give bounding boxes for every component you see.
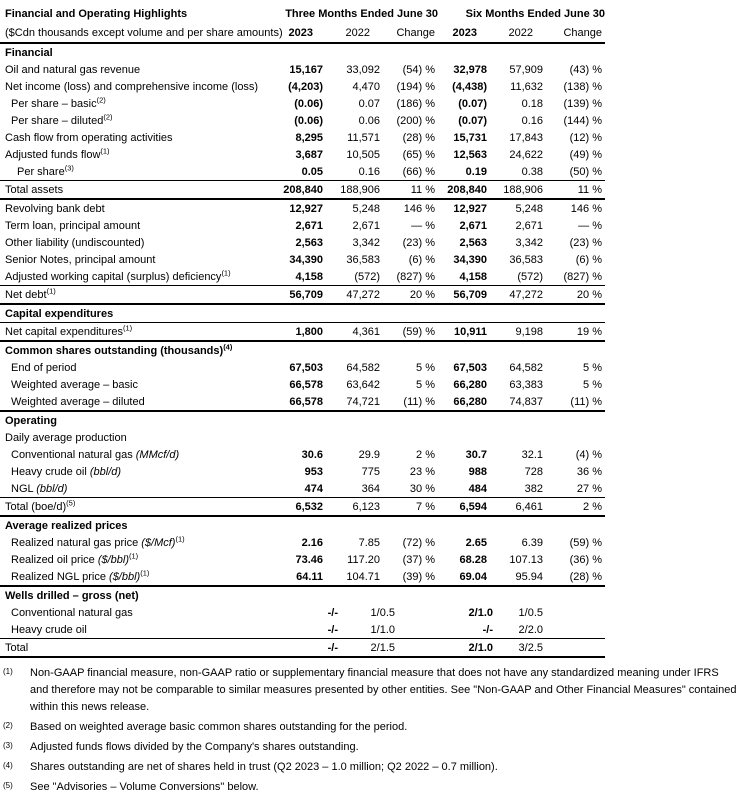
cell-value: 56,709 [438, 286, 487, 305]
cell-value: — % [411, 219, 435, 232]
row-label: Adjusted working capital (surplus) deficiency$^{(1)}$ [5, 267, 231, 283]
cell-value: 4,361 [323, 323, 380, 342]
footnote-text: Shares outstanding are net of shares held in trust (Q2 2023 – 1.0 million; Q2 2022 – 0.7 million). [30, 761, 498, 774]
table-row [0, 181, 605, 200]
row-label: Common shares outstanding (thousands)$^{(4)}$ [0, 341, 605, 359]
cell-value [543, 639, 605, 658]
cell-value: (54) % [402, 63, 435, 76]
col-header-2022-six-months: 2022 [487, 23, 543, 43]
cell-value: 12,563 [453, 148, 487, 161]
row-label: Average realized prices [0, 516, 605, 534]
cell-value: 23 % [409, 465, 435, 478]
cell-value: (4) % [575, 448, 602, 461]
cell-value: 2/2.0 [518, 623, 543, 636]
footnote [0, 759, 737, 776]
col-header-2022-three-months: 2022 [323, 23, 380, 43]
row-label: Per share$^{(3)}$ [17, 162, 74, 178]
section-row [0, 341, 605, 359]
cell-value [543, 621, 605, 639]
table-row [0, 551, 605, 568]
cell-value: — % [578, 219, 602, 232]
cell-value: 5 % [583, 361, 602, 374]
row-label: Oil and natural gas revenue [5, 63, 141, 76]
cell-value: 67,503 [453, 361, 487, 374]
cell-value: 63,642 [346, 378, 380, 391]
cell-value: 107.13 [509, 553, 543, 566]
footnote-marker: (1) [3, 667, 13, 676]
cell-value: 2,671 [459, 219, 487, 232]
footnote-text: Adjusted funds flows divided by the Company's shares outstanding. [30, 741, 359, 754]
cell-value: 19 % [543, 323, 605, 342]
cell-value: 5 % [416, 378, 435, 391]
row-label: Realized natural gas price ($/Mcf)$^{(1)}$ [11, 533, 185, 549]
cell-value: 728 [524, 465, 543, 478]
cell-value: 68.28 [459, 553, 487, 566]
row-label: Per share – basic$^{(2)}$ [11, 94, 106, 110]
cell-value: (66) % [402, 165, 435, 178]
cell-value: 2 % [543, 498, 605, 517]
cell-value: 0.16 [358, 165, 380, 178]
footnote [0, 665, 737, 716]
col-group-six-months: Six Months Ended June 30 [465, 7, 605, 20]
cell-value: 32.1 [521, 448, 543, 461]
table-row [0, 234, 605, 251]
cell-value: 775 [361, 465, 380, 478]
cell-value: (6) % [575, 253, 602, 266]
footnote-marker: (2) [3, 721, 13, 731]
cell-value: -/- [278, 639, 323, 658]
cell-value: 74,837 [509, 395, 543, 408]
row-label: Realized NGL price ($/bbl)$^{(1)}$ [11, 567, 150, 583]
footnote-marker: (5) [3, 781, 13, 791]
cell-value: (572) [517, 270, 543, 283]
cell-value: 17,843 [509, 131, 543, 144]
col-group-three-months: Three Months Ended June 30 [285, 7, 438, 20]
footnote-text: Based on weighted average basic common shares outstanding for the period. [30, 721, 408, 734]
cell-value: (0.06) [294, 114, 323, 127]
row-label: Total [0, 639, 278, 658]
section-row [0, 516, 605, 534]
table-row [0, 480, 605, 498]
cell-value: 2/1.0 [438, 639, 487, 658]
cell-value: 2,671 [515, 219, 543, 232]
footnotes [0, 665, 737, 796]
cell-value: 20 % [380, 286, 438, 305]
table-row [0, 446, 605, 463]
cell-value: 0.19 [465, 165, 487, 178]
cell-value: 11 % [380, 181, 438, 200]
cell-value: 11,632 [510, 80, 543, 93]
cell-value: (37) % [402, 553, 435, 566]
cell-value: 1/1.0 [370, 623, 395, 636]
cell-value: 95.94 [515, 570, 543, 583]
footnote-marker: (3) [3, 741, 13, 751]
cell-value: 24,622 [509, 148, 543, 161]
table-body [0, 43, 605, 657]
cell-value: 5,248 [323, 199, 380, 217]
table-row [0, 217, 605, 234]
col-header-2023-six-months: 2023 [438, 23, 487, 43]
table-row [0, 463, 605, 480]
cell-value: 64,582 [346, 361, 380, 374]
cell-value: 3,342 [515, 236, 543, 249]
table-row [0, 286, 605, 305]
cell-value: -/- [327, 606, 338, 619]
cell-value: 5 % [583, 378, 602, 391]
cell-value: (572) [354, 270, 380, 283]
cell-value: 4,158 [459, 270, 487, 283]
row-label: Conventional natural gas [11, 606, 133, 619]
cell-value: 15,731 [453, 131, 487, 144]
cell-value: 11 % [543, 181, 605, 200]
footnote-text: See "Advisories – Volume Conversions" below. [30, 781, 259, 794]
footnote [0, 719, 737, 736]
row-label: Per share – diluted$^{(2)}$ [11, 111, 113, 127]
cell-value: 34,390 [289, 253, 323, 266]
col-header-change-three-months: Change [380, 23, 438, 43]
cell-value: 4,470 [352, 80, 380, 93]
cell-value: 30.7 [465, 448, 487, 461]
cell-value: 3,687 [295, 148, 323, 161]
cell-value: 57,909 [509, 63, 543, 76]
table-row [0, 393, 605, 411]
table-row [0, 534, 605, 551]
cell-value: 10,911 [438, 323, 487, 342]
cell-value: (186) % [396, 97, 435, 110]
row-label: Realized oil price ($/bbl)$^{(1)}$ [11, 550, 139, 566]
cell-value: (59) % [569, 536, 602, 549]
cell-value: 0.16 [521, 114, 543, 127]
row-label: Conventional natural gas (MMcf/d) [11, 448, 180, 461]
cell-value: (11) % [570, 395, 602, 408]
cell-value: 6,123 [323, 498, 380, 517]
cell-value: 6,594 [438, 498, 487, 517]
cell-value: 74,721 [346, 395, 380, 408]
cell-value: (144) % [563, 114, 602, 127]
cell-value: (36) % [569, 553, 602, 566]
cell-value: 11,571 [347, 131, 380, 144]
cell-value: 188,906 [323, 181, 380, 200]
cell-value: 0.38 [521, 165, 543, 178]
row-label: Adjusted funds flow$^{(1)}$ [5, 145, 110, 161]
table-row [0, 163, 605, 181]
cell-value: 73.46 [295, 553, 323, 566]
cell-value: 2/1.5 [323, 639, 380, 658]
row-label: Net debt$^{(1)}$ [0, 286, 278, 305]
row-label: Term loan, principal amount [5, 219, 141, 232]
cell-value: 34,390 [453, 253, 487, 266]
cell-value: (0.07) [458, 97, 487, 110]
table-row [0, 95, 605, 112]
cell-value: 66,280 [453, 378, 487, 391]
financial-highlights-table [0, 4, 605, 658]
cell-value: 64.11 [296, 570, 323, 583]
cell-value: 2 % [416, 448, 435, 461]
cell-value: 382 [524, 482, 543, 495]
cell-value: 33,092 [346, 63, 380, 76]
table-row [0, 199, 605, 217]
table-row [0, 61, 605, 78]
cell-value: 47,272 [487, 286, 543, 305]
cell-value: 2,671 [352, 219, 380, 232]
cell-value: 30 % [409, 482, 435, 495]
section-row [0, 411, 605, 429]
row-label: Revolving bank debt [0, 199, 278, 217]
cell-value: (39) % [402, 570, 435, 583]
cell-value: 32,978 [453, 63, 487, 76]
cell-value: 1,800 [278, 323, 323, 342]
cell-value: 20 % [543, 286, 605, 305]
cell-value: 2,671 [295, 219, 323, 232]
cell-value: 364 [361, 482, 380, 495]
footnote [0, 779, 737, 796]
cell-value: (827) % [396, 270, 435, 283]
cell-value: 2.16 [301, 536, 323, 549]
cell-value: 188,906 [487, 181, 543, 200]
table-row [0, 639, 605, 658]
cell-value: 66,578 [289, 395, 323, 408]
cell-value: 29.9 [358, 448, 380, 461]
cell-value: (12) % [569, 131, 602, 144]
row-label: Operating [0, 411, 605, 429]
row-label: Financial [5, 46, 53, 59]
row-label: Weighted average – basic [11, 378, 138, 391]
cell-value: (6) % [408, 253, 435, 266]
cell-value: 66,578 [289, 378, 323, 391]
col-header-change-six-months: Change [543, 23, 605, 43]
row-label: Total $(boe/d)^{(5)}$ [0, 498, 278, 517]
row-label: Senior Notes, principal amount [5, 253, 156, 266]
cell-value: (23) % [569, 236, 602, 249]
row-label: End of period [11, 361, 77, 374]
row-label: Other liability (undiscounted) [5, 236, 145, 249]
table-row [0, 112, 605, 129]
cell-value: (0.06) [294, 97, 323, 110]
table-header [0, 4, 605, 43]
table-subtitle: ($Cdn thousands except volume and per share amounts) [0, 23, 278, 43]
cell-value: 1/0.5 [518, 606, 543, 619]
cell-value: 6,461 [487, 498, 543, 517]
cell-value: 9,198 [487, 323, 543, 342]
cell-value: (138) % [563, 80, 602, 93]
cell-value: 67,503 [289, 361, 323, 374]
cell-value: 64,582 [509, 361, 543, 374]
header-columns-row [0, 23, 605, 43]
cell-value: (827) % [563, 270, 602, 283]
cell-value: 2/1.0 [468, 606, 493, 619]
cell-value: 15,167 [289, 63, 323, 76]
cell-value: 12,927 [438, 199, 487, 217]
row-label: Weighted average – diluted [11, 395, 145, 408]
page-title: Financial and Operating Highlights [5, 7, 188, 20]
row-label: Wells drilled – gross (net) [0, 586, 605, 604]
cell-value: 208,840 [438, 181, 487, 200]
row-label: Daily average production [5, 431, 127, 444]
row-label: Net capital expenditures$^{(1)}$ [0, 323, 278, 342]
cell-value: 4,158 [295, 270, 323, 283]
cell-value: 3,342 [352, 236, 380, 249]
table-row [0, 359, 605, 376]
header-group-row [0, 4, 605, 23]
table-row [0, 146, 605, 163]
cell-value: 30.6 [301, 448, 323, 461]
cell-value: (59) % [380, 323, 438, 342]
cell-value: 7 % [380, 498, 438, 517]
table-row [0, 268, 605, 286]
footnote-text: Non-GAAP financial measure, non-GAAP ratio or supplementary financial measure that does not have any standardized meaning under IFRS and therefore may not be comparable to similar measures presented by other entities. See "Non-GAAP and Other Financial Measures" contained within this news release. [30, 667, 737, 714]
col-header-2023-three-months: 2023 [278, 23, 323, 43]
cell-value: (4,203) [288, 80, 323, 93]
cell-value: 36 % [576, 465, 602, 478]
cell-value: 1/0.5 [370, 606, 395, 619]
table-row [0, 376, 605, 393]
cell-value: 8,295 [295, 131, 323, 144]
section-row [0, 304, 605, 323]
cell-value: 474 [304, 482, 323, 495]
cell-value: (43) % [569, 63, 602, 76]
cell-value: (200) % [396, 114, 435, 127]
footnote-marker: (4) [3, 761, 13, 771]
row-label: Net income (loss) and comprehensive income (loss) [5, 80, 259, 93]
cell-value: 5,248 [487, 199, 543, 217]
cell-value: (28) % [402, 131, 435, 144]
cell-value: 0.18 [521, 97, 543, 110]
cell-value: (4,438) [452, 80, 487, 93]
row-label: Heavy crude oil [11, 623, 87, 636]
cell-value: 36,583 [346, 253, 380, 266]
cell-value: 117.20 [347, 553, 380, 566]
cell-value: 66,280 [453, 395, 487, 408]
cell-value: 2,563 [295, 236, 323, 249]
table-row [0, 323, 605, 342]
cell-value: 5 % [416, 361, 435, 374]
row-label: Capital expenditures [0, 304, 605, 323]
table-row [0, 621, 605, 639]
section-row [0, 43, 605, 61]
cell-value: (50) % [569, 165, 602, 178]
table-row [0, 568, 605, 586]
cell-value: 6.39 [521, 536, 543, 549]
cell-value: (23) % [402, 236, 435, 249]
cell-value: 484 [468, 482, 487, 495]
table-row [0, 78, 605, 95]
cell-value: 6,532 [278, 498, 323, 517]
cell-value: 12,927 [278, 199, 323, 217]
cell-value: 988 [468, 465, 487, 478]
cell-value: (49) % [569, 148, 602, 161]
cell-value: 146 % [380, 199, 438, 217]
table-row [0, 604, 605, 621]
row-label: Total assets [0, 181, 278, 200]
cell-value: 146 % [543, 199, 605, 217]
cell-value: (139) % [563, 97, 602, 110]
cell-value: 104.71 [346, 570, 380, 583]
cell-value: 69.04 [459, 570, 487, 583]
cell-value: 0.06 [358, 114, 380, 127]
row-label: Heavy crude oil (bbl/d) [11, 465, 122, 478]
cell-value: 36,583 [509, 253, 543, 266]
subsection-row [0, 429, 605, 446]
cell-value: -/- [482, 623, 493, 636]
cell-value: 3/2.5 [487, 639, 543, 658]
cell-value: -/- [327, 623, 338, 636]
cell-value: 0.07 [358, 97, 380, 110]
row-label: Cash flow from operating activities [5, 131, 173, 144]
cell-value: 2,563 [459, 236, 487, 249]
cell-value: (28) % [569, 570, 602, 583]
cell-value: (72) % [402, 536, 435, 549]
footnote [0, 739, 737, 756]
cell-value: 953 [304, 465, 323, 478]
cell-value: 63,383 [509, 378, 543, 391]
cell-value: 0.05 [301, 165, 323, 178]
cell-value: (0.07) [458, 114, 487, 127]
cell-value: (11) % [403, 395, 435, 408]
cell-value: 208,840 [278, 181, 323, 200]
row-label: NGL (bbl/d) [11, 482, 68, 495]
cell-value: 2.65 [465, 536, 487, 549]
table-row [0, 251, 605, 268]
cell-value: 10,505 [346, 148, 380, 161]
table-row [0, 498, 605, 517]
cell-value: 47,272 [323, 286, 380, 305]
cell-value: 27 % [576, 482, 602, 495]
table-row [0, 129, 605, 146]
cell-value: (65) % [402, 148, 435, 161]
section-row [0, 586, 605, 604]
cell-value [543, 604, 605, 621]
cell-value: 56,709 [278, 286, 323, 305]
cell-value: (194) % [396, 80, 435, 93]
cell-value: 7.85 [358, 536, 380, 549]
